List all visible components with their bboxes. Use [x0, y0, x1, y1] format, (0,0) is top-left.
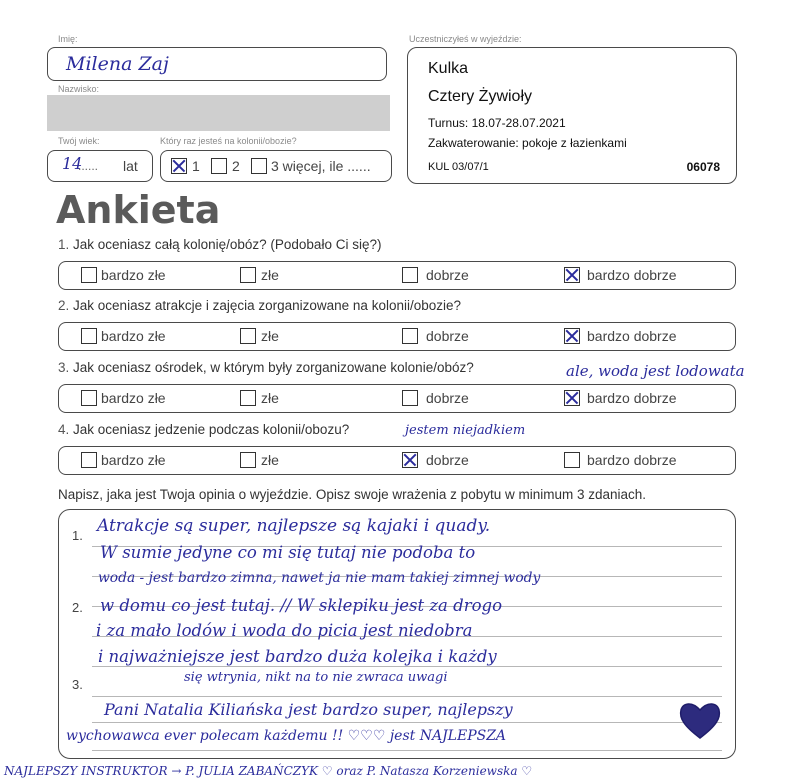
- q2-opt-dobrze[interactable]: [402, 328, 418, 344]
- q2-opt-dobrze-label: dobrze: [426, 328, 469, 344]
- question-3-note: ale, woda jest lodowata: [566, 362, 745, 380]
- q3-opt-bardzo-zle[interactable]: [81, 390, 97, 406]
- q3-opt-zle-label: złe: [261, 390, 279, 406]
- ruled-line: [92, 750, 722, 751]
- q1-opt-bardzo-dobrze-label: bardzo dobrze: [587, 267, 677, 283]
- opinion-marker-3: 3.: [72, 677, 83, 692]
- times-checkbox-2[interactable]: [211, 158, 227, 174]
- q2-opt-zle[interactable]: [240, 328, 256, 344]
- q1-opt-bardzo-dobrze[interactable]: [564, 267, 580, 283]
- q3-opt-zle[interactable]: [240, 390, 256, 406]
- q4-opt-zle-label: złe: [261, 452, 279, 468]
- q3-opt-bardzo-dobrze-label: bardzo dobrze: [587, 390, 677, 406]
- ruled-line: [92, 722, 722, 723]
- age-value: 14: [62, 154, 83, 173]
- heart-icon: [678, 700, 722, 740]
- ruled-line: [92, 666, 722, 667]
- name-label: Imię:: [58, 34, 78, 44]
- question-2-answers: [58, 322, 736, 351]
- question-2-text: Jak oceniasz atrakcje i zajęcia zorganizowane na kolonii/obozie?: [73, 298, 462, 313]
- age-field[interactable]: [47, 150, 153, 182]
- question-3-num: 3.: [58, 360, 70, 375]
- age-label: Twój wiek:: [58, 136, 100, 146]
- camp-name: Kulka: [428, 60, 469, 77]
- page-title: Ankieta: [56, 188, 221, 232]
- camp-info-box: [407, 47, 737, 184]
- question-4-answers: [58, 446, 736, 475]
- question-4-note: jestem niejadkiem: [405, 423, 526, 438]
- camp-code: KUL 03/07/1: [428, 161, 489, 173]
- camp-number: 06078: [686, 160, 720, 174]
- q1-opt-bardzo-zle-label: bardzo złe: [101, 267, 166, 283]
- question-3: [58, 360, 474, 375]
- name-value: Milena Zaj: [66, 53, 169, 75]
- q3-opt-dobrze[interactable]: [402, 390, 418, 406]
- question-1-text: Jak oceniasz całą kolonię/obóz? (Podobało Ci się?): [73, 237, 382, 252]
- q1-opt-dobrze-label: dobrze: [426, 267, 469, 283]
- ruled-line: [92, 696, 722, 697]
- q4-opt-dobrze-label: dobrze: [426, 452, 469, 468]
- question-4: [58, 422, 349, 437]
- times-opt1-label: 1: [192, 158, 200, 174]
- camp-turnus: Turnus: 18.07-28.07.2021: [428, 116, 566, 130]
- q1-opt-bardzo-zle[interactable]: [81, 267, 97, 283]
- name-field[interactable]: [47, 47, 387, 81]
- participant-label: Uczestniczyłeś w wyjeździe:: [409, 34, 522, 44]
- q4-opt-bardzo-dobrze[interactable]: [564, 452, 580, 468]
- camp-lodging: Zakwaterowanie: pokoje z łazienkami: [428, 136, 627, 150]
- times-checkbox-3[interactable]: [251, 158, 267, 174]
- opinion-line-8: Pani Natalia Kiliańska jest bardzo super, najlepszy: [104, 700, 513, 719]
- opinion-line-4: w domu co jest tutaj. // W sklepiku jest za drogo: [100, 596, 503, 615]
- q2-opt-zle-label: złe: [261, 328, 279, 344]
- question-4-num: 4.: [58, 422, 70, 437]
- q4-opt-bardzo-zle[interactable]: [81, 452, 97, 468]
- age-dots: ......: [78, 159, 99, 173]
- question-2-num: 2.: [58, 298, 70, 313]
- q3-opt-bardzo-dobrze[interactable]: [564, 390, 580, 406]
- opinion-prompt: Napisz, jaka jest Twoja opinia o wyjeździe. Opisz swoje wrażenia z pobytu w minimum 3 zdaniach.: [58, 487, 647, 502]
- question-1-answers: [58, 261, 736, 290]
- q1-opt-zle-label: złe: [261, 267, 279, 283]
- q2-opt-bardzo-zle[interactable]: [81, 328, 97, 344]
- question-2: [58, 298, 461, 313]
- age-unit: lat: [123, 158, 138, 174]
- question-3-text: Jak oceniasz ośrodek, w którym były zorganizowane kolonie/obóz?: [73, 360, 474, 375]
- surname-label: Nazwisko:: [58, 84, 100, 94]
- q4-opt-bardzo-zle-label: bardzo złe: [101, 452, 166, 468]
- q1-opt-dobrze[interactable]: [402, 267, 418, 283]
- question-1: [58, 237, 381, 252]
- times-label: Który raz jesteś na kolonii/obozie?: [160, 136, 297, 146]
- opinion-footer: NAJLEPSZY INSTRUKTOR → P. JULIA ZABAŃCZYK ♡ oraz P. Natasza Korzeniewska ♡: [4, 764, 533, 778]
- times-opt3-label: 3 więcej, ile ......: [271, 158, 371, 174]
- times-field: [160, 150, 392, 182]
- opinion-line-2: W sumie jedyne co mi się tutaj nie podoba to: [100, 543, 476, 562]
- opinion-line-7: się wtrynia, nikt na to nie zwraca uwagi: [184, 670, 448, 685]
- q2-opt-bardzo-dobrze-label: bardzo dobrze: [587, 328, 677, 344]
- q4-opt-bardzo-dobrze-label: bardzo dobrze: [587, 452, 677, 468]
- q2-opt-bardzo-dobrze[interactable]: [564, 328, 580, 344]
- q2-opt-bardzo-zle-label: bardzo złe: [101, 328, 166, 344]
- camp-program: Cztery Żywioły: [428, 88, 533, 105]
- opinion-line-3: woda - jest bardzo zimna, nawet ja nie mam takiej zimnej wody: [98, 570, 541, 586]
- q1-opt-zle[interactable]: [240, 267, 256, 283]
- q4-opt-dobrze[interactable]: [402, 452, 418, 468]
- q3-opt-dobrze-label: dobrze: [426, 390, 469, 406]
- question-3-answers: [58, 384, 736, 413]
- opinion-marker-2: 2.: [72, 600, 83, 615]
- opinion-marker-1: 1.: [72, 528, 83, 543]
- question-4-text: Jak oceniasz jedzenie podczas kolonii/obozu?: [73, 422, 350, 437]
- opinion-line-1: Atrakcje są super, najlepsze są kajaki i quady.: [97, 516, 491, 536]
- question-1-num: 1.: [58, 237, 70, 252]
- opinion-line-5: i za mało lodów i woda do picia jest niedobra: [96, 621, 473, 640]
- redacted-surname: [47, 95, 390, 131]
- times-opt2-label: 2: [232, 158, 240, 174]
- q4-opt-zle[interactable]: [240, 452, 256, 468]
- opinion-line-6: i najważniejsze jest bardzo duża kolejka i każdy: [98, 647, 497, 666]
- times-checkbox-1[interactable]: [171, 158, 187, 174]
- opinion-line-9: wychowawca ever polecam każdemu !! ♡♡♡ jest NAJLEPSZA: [66, 728, 507, 744]
- q3-opt-bardzo-zle-label: bardzo złe: [101, 390, 166, 406]
